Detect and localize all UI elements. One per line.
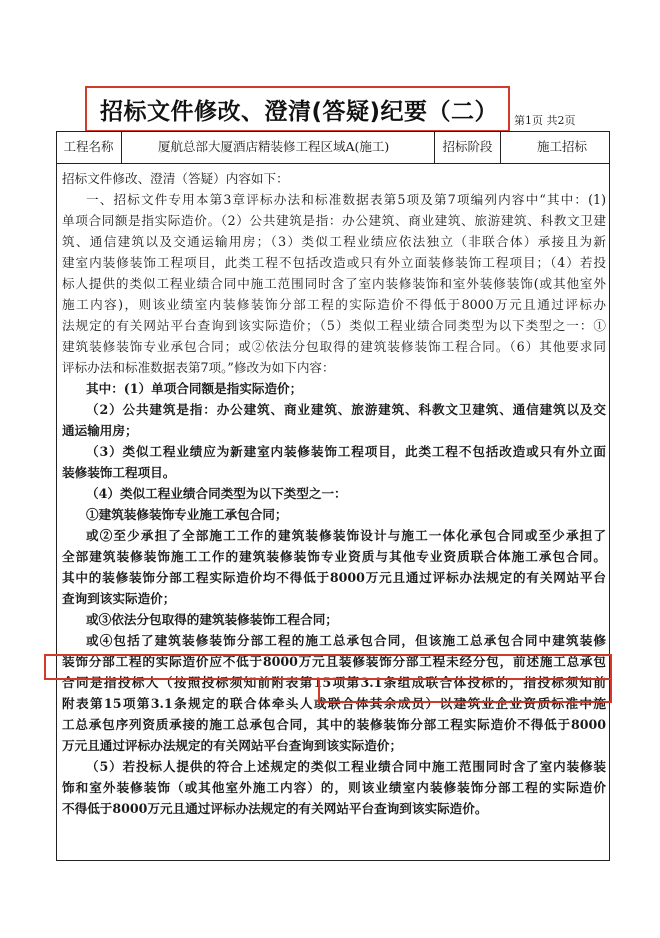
revised-line: 装修装饰工程项目。 [62,465,176,480]
revised-line: （5）若投标人提供的符合上述规定的类似工程业绩合同中施工范围同时含了室内装修装 [86,759,606,774]
revised-line: 查询到该实际造价； [62,591,176,606]
intro-line: 评标办法和标准数据表第7项。”修改为如下内容： [62,360,335,375]
intro-line: 施工内容)，则该业绩室内装修装饰分部工程的实际造价不得低于8000万元且通过评标办 [62,297,606,312]
revised-line: 不得低于8000万元且通过评标办法规定的有关网站平台查询到该实际造价。 [62,801,488,816]
document-title: 招标文件修改、澄清(答疑)纪要（二） [100,99,499,125]
revised-line: ①建筑装修装饰专业施工承包合同； [86,507,288,522]
revised-line: （2）公共建筑是指：办公建筑、商业建筑、旅游建筑、科教文卫建筑、通信建筑以及交 [86,402,606,417]
revised-line: 附表第15项第3.1条规定的联合体牵头人或联合体其余成员）以建筑业企业资质标准中施 [62,696,606,711]
revised-line: 通运输用房； [62,423,138,438]
revised-line: （4）类似工程业绩合同类型为以下类型之一： [86,486,347,501]
project-name-label: 工程名称 [56,131,122,163]
intro-line: 筑、通信建筑以及交通运输用房；（3）类似工程业绩应依法独立（非联合体）承接且为新 [62,234,606,249]
intro-line: 一、招标文件专用本第3章评标办法和标准数据表第5项及第7项编列内容中“其中：(1) [86,192,606,207]
revised-line: 或③依法分包取得的建筑装修装饰工程合同； [86,612,338,627]
intro-line: 法规定的有关网站平台查询到该实际造价；（5）类似工程业绩合同类型为以下类型之一：① [62,318,606,333]
project-name-value: 厦航总部大厦酒店精装修工程区域A(施工) [122,131,435,163]
document-body [62,168,606,819]
revised-content [62,378,606,819]
intro-line: 招标文件修改、澄清（答疑）内容如下： [62,171,289,186]
revised-line: 合同是指投标人（按照投标须知前附表第15项第3.1条组成联合体投标的，指投标须知前 [62,675,606,690]
revised-line: 工总承包序列资质承接的施工总承包合同，其中的装修装饰分部工程实际造价不得低于8000 [62,717,606,732]
bid-stage-value: 施工招标 [537,139,588,154]
intro-line: 建室内装修装饰工程项目，此类工程不包括改造或只有外立面装修装饰工程项目；（4）若投 [62,255,606,270]
revised-line: 其中：(1）单项合同额是指实际造价； [86,381,303,396]
header-row [56,131,610,164]
revised-line: （3）类似工程业绩应为新建室内装修装饰工程项目，此类工程不包括改造或只有外立面 [86,444,606,459]
bid-stage-label: 招标阶段 [435,131,501,163]
revised-line: 其中的装修装饰分部工程实际造价均不得低于8000万元且通过评标办法规定的有关网站平台 [62,570,606,585]
intro-line: 单项合同额是指实际造价。（2）公共建筑是指：办公建筑、商业建筑、旅游建筑、科教文卫建 [62,213,606,228]
revised-line: 全部建筑装修装饰施工工作的建筑装修装饰专业资质与其他专业资质联合体施工承包合同。 [62,549,606,564]
revised-line: 或④包括了建筑装修装饰分部工程的施工总承包合同，但该施工总承包合同中建筑装修 [86,633,606,648]
revised-line: 或②至少承担了全部施工工作的建筑装修装饰设计与施工一体化承包合同或至少承担了 [86,528,606,543]
revised-line: 万元且通过评标办法规定的有关网站平台查询到该实际造价； [62,738,403,753]
intro-line: 建筑装修装饰专业承包合同；或②依法分包取得的建筑装修装饰工程合同。（6）其他要求同 [62,339,606,354]
page-number: 第1页 共2页 [514,114,576,127]
revised-line: 装饰分部工程的实际造价应不低于8000万元且装修装饰分部工程未经分包，前述施工总承包 [62,654,606,669]
intro-line: 标人提供的类似工程业绩合同中施工范围同时含了室内装修装饰和室外装修装饰(或其他室外 [62,276,606,291]
revised-line: 饰和室外装修装饰（或其他室外施工内容）的，则该业绩室内装修装饰分部工程的实际造价 [62,780,606,795]
